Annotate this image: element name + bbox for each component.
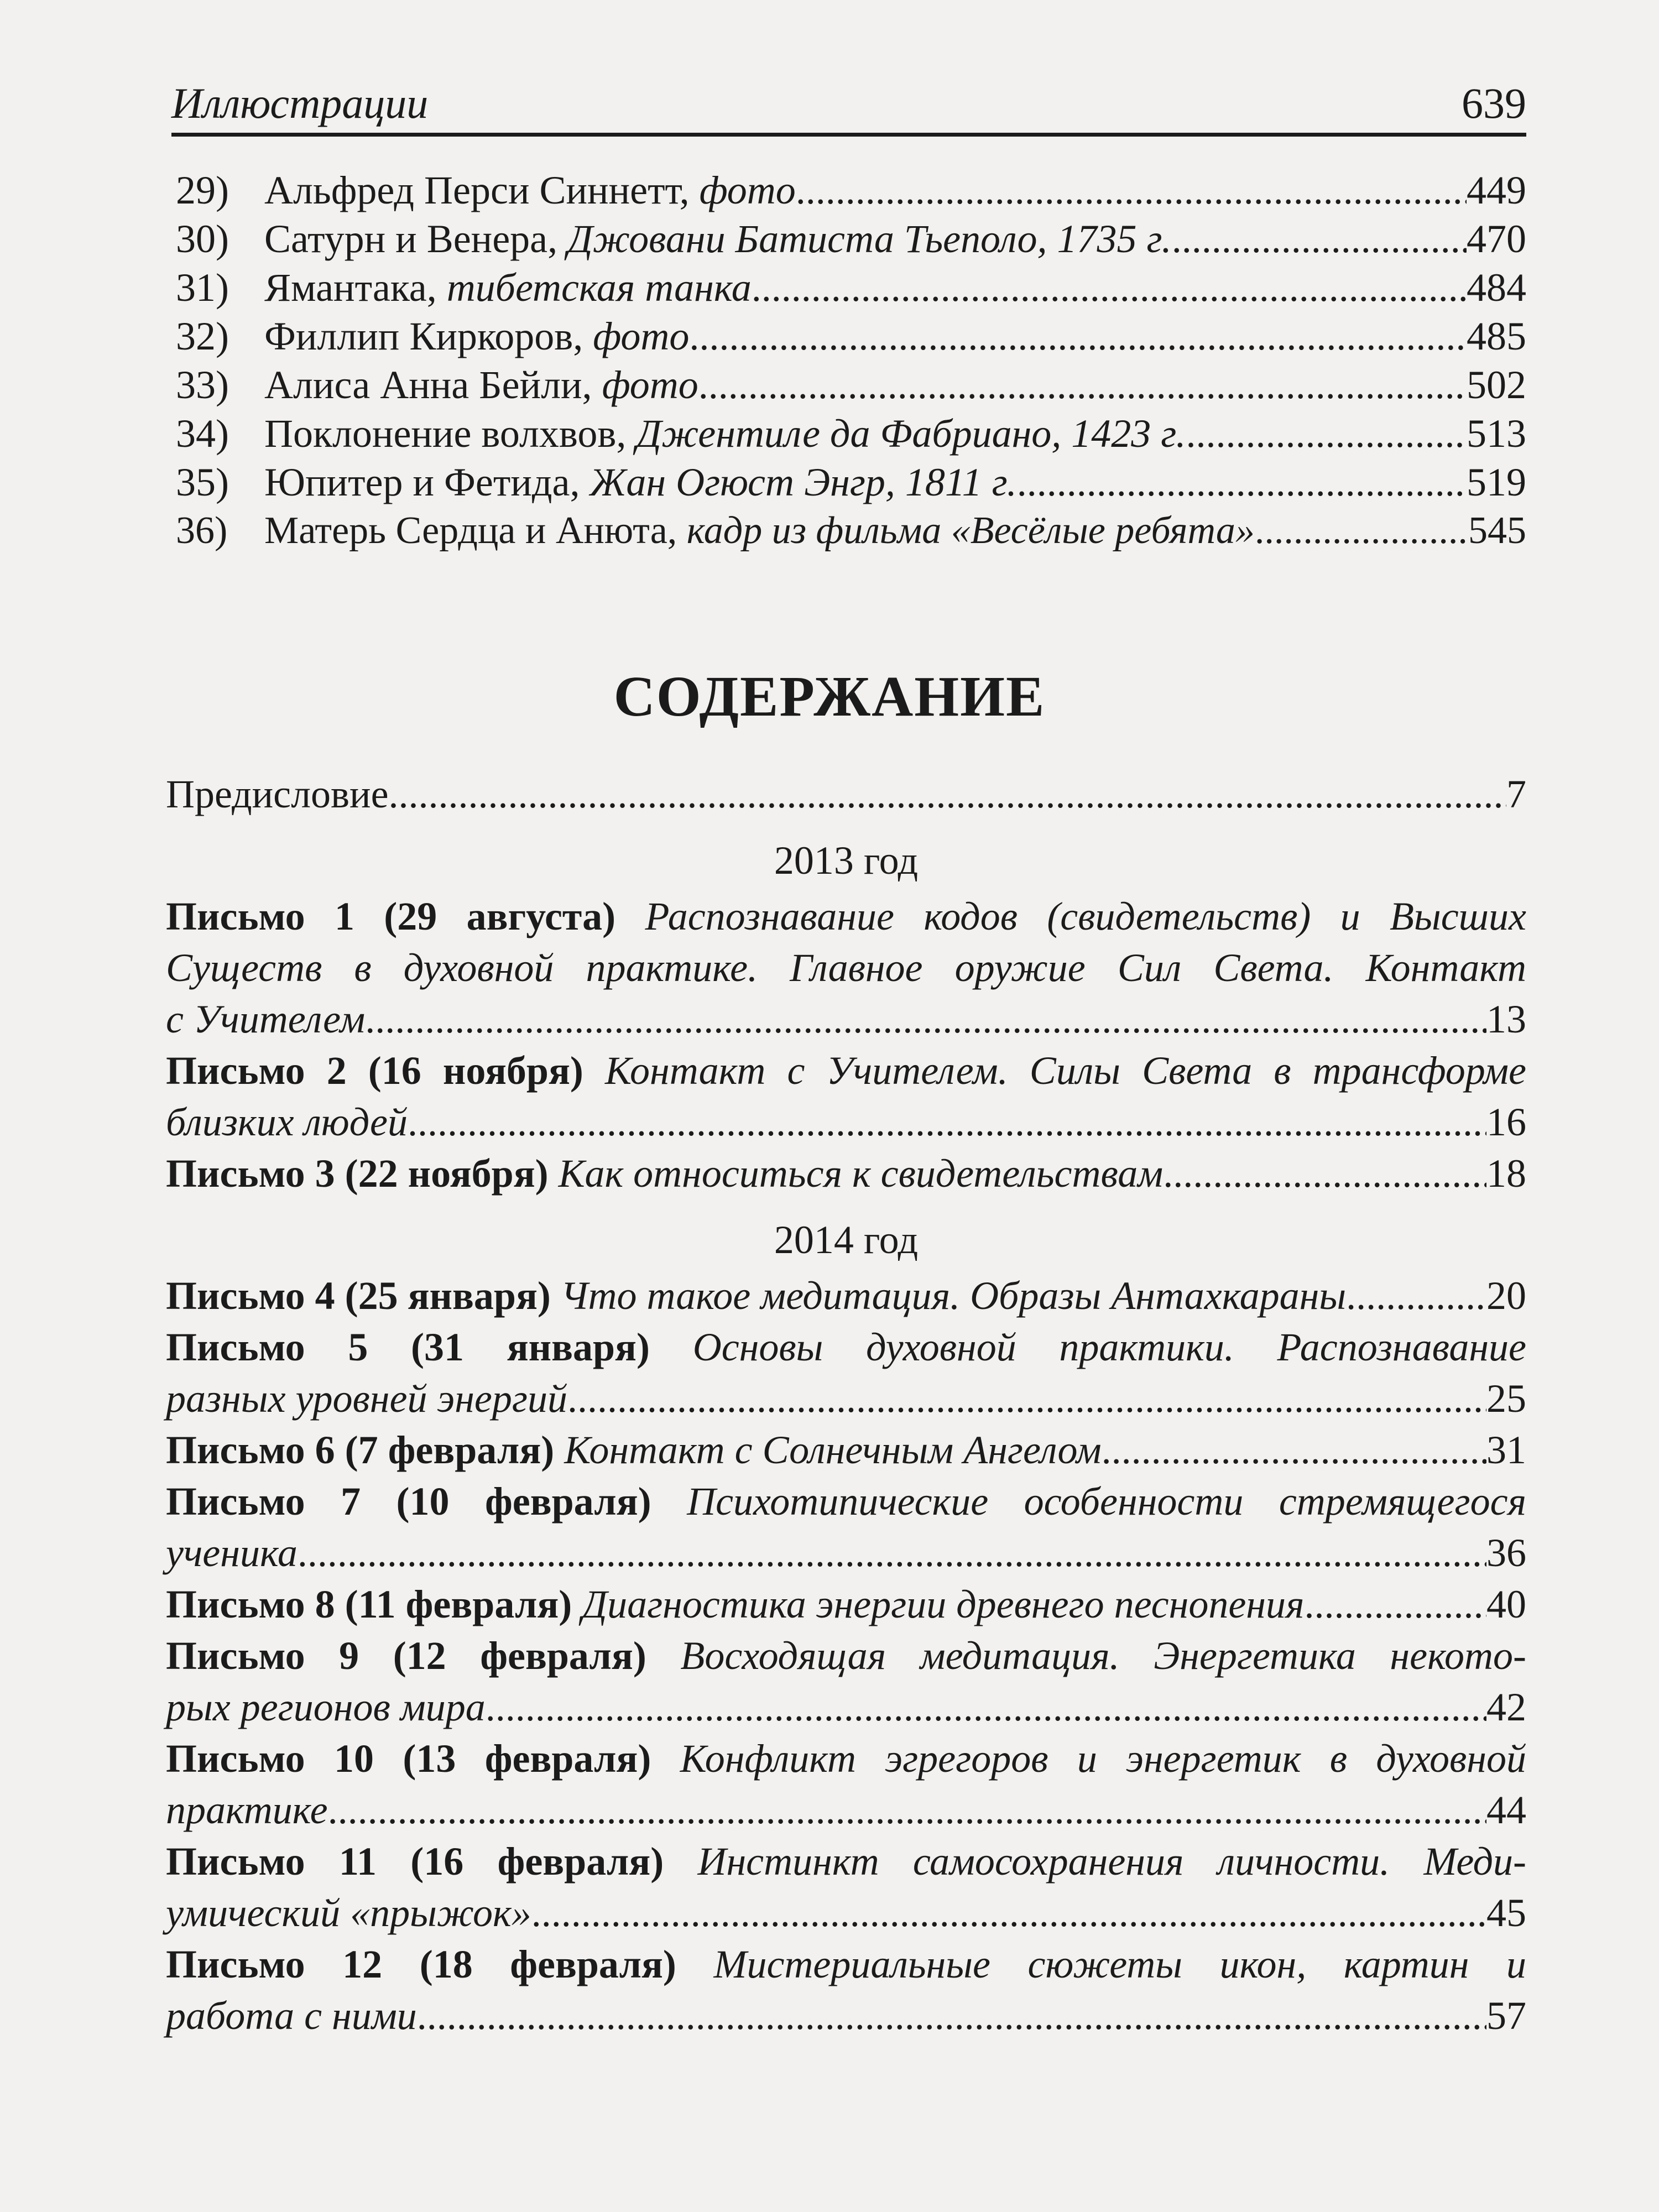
leader-dots — [1186, 409, 1467, 458]
letter-lead: Письмо 3 (22 ноября) — [166, 1151, 549, 1196]
letter-description: Основы духовной практики. Распознавание — [692, 1325, 1527, 1369]
leader-dots — [408, 1097, 1486, 1148]
leader-dots — [298, 1527, 1486, 1579]
illustration-number: 35) — [176, 460, 229, 504]
letter-entry — [166, 1939, 1526, 2042]
leader-dots — [1304, 1579, 1486, 1630]
letter-entry — [166, 1836, 1526, 1939]
letter-page: 31 — [1486, 1428, 1526, 1472]
illustration-page: 485 — [1467, 314, 1526, 358]
letter-entry — [166, 1425, 1526, 1476]
illustration-entry — [176, 507, 1526, 555]
illustration-page: 545 — [1468, 509, 1526, 552]
illustration-number: 33) — [176, 363, 229, 407]
leader-dots — [328, 1785, 1486, 1836]
letter-description: близких людей — [166, 1100, 408, 1144]
letter-description: Психотипические особенности стремящегося — [687, 1479, 1526, 1524]
illustration-number: 29) — [176, 168, 229, 212]
year-heading-2013: 2013 год — [774, 838, 919, 883]
letter-description: ученика — [166, 1531, 298, 1575]
illustration-title: Сатурн и Венера, Джовани Батиста Тьеполо, 1735 г. — [264, 217, 1172, 261]
letter-page: 20 — [1486, 1274, 1526, 1318]
illustration-title: Филлип Киркоров, фото — [264, 314, 690, 358]
letter-entry — [166, 1148, 1526, 1199]
letter-description: Восходящая медитация. Энергетика некото- — [680, 1634, 1527, 1678]
leader-dots — [752, 263, 1467, 312]
letter-page: 57 — [1486, 1994, 1526, 2038]
illustration-title: Алиса Анна Бейли, фото — [264, 363, 698, 407]
letter-description: Распознавание кодов (свидетельств) и Высших — [645, 894, 1526, 938]
leader-dots — [698, 361, 1467, 409]
leader-dots — [1346, 1270, 1486, 1322]
leader-dots — [796, 166, 1467, 215]
letter-entry — [166, 1045, 1526, 1148]
letter-page: 13 — [1486, 997, 1526, 1041]
illustration-entry — [176, 263, 1526, 312]
letter-lead: Письмо 9 (12 февраля) — [166, 1634, 646, 1678]
letter-page: 18 — [1486, 1151, 1526, 1196]
year-heading-2014: 2014 год — [774, 1218, 919, 1262]
letter-description: практике — [166, 1788, 328, 1832]
illustration-title: Ямантака, тибетская танка — [264, 265, 752, 310]
page-number: 639 — [1462, 79, 1526, 127]
illustration-title: Альфред Перси Синнетт, фото — [264, 168, 796, 212]
illustration-entry — [176, 361, 1526, 409]
letter-lead: Письмо 11 (16 февраля) — [166, 1839, 664, 1884]
letter-description: с Учителем — [166, 997, 366, 1041]
leader-dots — [389, 769, 1506, 820]
illustration-number: 34) — [176, 411, 229, 456]
letter-lead: Письмо 6 (7 февраля) — [166, 1428, 555, 1472]
letter-lead: Письмо 12 (18 февраля) — [166, 1942, 676, 1986]
letter-entry — [166, 1476, 1526, 1579]
preface-page: 7 — [1506, 772, 1526, 816]
illustration-entry — [176, 215, 1526, 263]
letter-entry — [166, 1270, 1526, 1322]
illustration-title: Поклонение волхвов, Джентиле да Фабриано, 1423 г. — [264, 411, 1186, 456]
letter-entry — [166, 891, 1526, 1045]
letter-description: Как относиться к свидетельствам — [558, 1151, 1164, 1196]
illustration-entry — [176, 409, 1526, 458]
letter-description: разных уровней энергий — [166, 1376, 567, 1421]
letter-description: рых регионов мира — [166, 1685, 486, 1729]
letter-description: Конфликт эгрегоров и энергетик в духовной — [680, 1736, 1527, 1781]
leader-dots — [1163, 1148, 1486, 1199]
letter-description: Контакт с Солнечным Ангелом — [564, 1428, 1102, 1472]
illustration-entry — [176, 312, 1526, 361]
illustration-page: 502 — [1467, 363, 1526, 407]
leader-dots — [486, 1682, 1486, 1733]
leader-dots — [1102, 1425, 1486, 1476]
illustration-title: Матерь Сердца и Анюта, кадр из фильма «Весёлые ребята» — [264, 509, 1255, 552]
letter-page: 45 — [1486, 1891, 1526, 1935]
letter-entry — [166, 1322, 1526, 1425]
leader-dots — [531, 1887, 1486, 1939]
illustration-entry — [176, 458, 1526, 507]
leader-dots — [1255, 507, 1468, 555]
illustration-number: 31) — [176, 265, 229, 310]
leader-dots — [689, 312, 1467, 361]
illustration-number: 36) — [176, 509, 228, 552]
letter-description: Мистериальные сюжеты икон, картин и — [713, 1942, 1527, 1986]
letter-lead: Письмо 5 (31 января) — [166, 1325, 650, 1369]
letter-lead: Письмо 7 (10 февраля) — [166, 1479, 651, 1524]
preface-label: Предисловие — [166, 772, 389, 816]
letter-page: 36 — [1486, 1531, 1526, 1575]
leader-dots — [1172, 215, 1467, 263]
letter-lead: Письмо 4 (25 января) — [166, 1274, 551, 1318]
illustration-number: 32) — [176, 314, 229, 358]
letter-page: 42 — [1486, 1685, 1526, 1729]
leader-dots — [567, 1373, 1486, 1425]
contents-list — [166, 769, 1526, 2042]
leader-dots — [1017, 458, 1467, 507]
letter-description: Что такое медитация. Образы Антахкараны — [560, 1274, 1347, 1318]
letter-lead: Письмо 1 (29 августа) — [166, 894, 616, 938]
letter-entry — [166, 1630, 1526, 1733]
illustration-page: 449 — [1467, 168, 1526, 212]
letter-entry — [166, 1733, 1526, 1836]
illustration-entry — [176, 166, 1526, 215]
letter-lead: Письмо 10 (13 февраля) — [166, 1736, 651, 1781]
illustration-number: 30) — [176, 217, 229, 261]
running-title: Иллюстрации — [171, 79, 429, 127]
letter-page: 40 — [1486, 1582, 1526, 1626]
letter-entry — [166, 1579, 1526, 1630]
letter-description: Диагностика энергии древнего песнопения — [582, 1582, 1305, 1626]
letter-lead: Письмо 8 (11 февраля) — [166, 1582, 572, 1626]
letter-description: Инстинкт самосохранения личности. Меди- — [697, 1839, 1526, 1884]
illustrations-list — [176, 166, 1526, 555]
leader-dots — [365, 994, 1486, 1045]
letter-description: Контакт с Учителем. Силы Света в трансформе — [604, 1048, 1527, 1093]
letter-description: работа с ними — [166, 1994, 417, 2038]
letter-lead: Письмо 2 (16 ноября) — [166, 1048, 583, 1093]
leader-dots — [417, 1990, 1486, 2042]
preface-entry — [166, 769, 1526, 820]
letter-description: Существ в духовной практике. Главное оружие Сил Света. Контакт — [166, 946, 1526, 990]
letter-description: умический «прыжок» — [166, 1891, 531, 1935]
letter-page: 25 — [1486, 1376, 1526, 1421]
illustration-page: 513 — [1467, 411, 1526, 456]
running-header — [171, 71, 1526, 137]
letter-page: 16 — [1486, 1100, 1526, 1144]
contents-heading: СОДЕРЖАНИЕ — [613, 665, 1046, 728]
illustration-page: 519 — [1467, 460, 1526, 504]
letter-page: 44 — [1486, 1788, 1526, 1832]
illustration-page: 484 — [1467, 265, 1526, 310]
illustration-title: Юпитер и Фетида, Жан Огюст Энгр, 1811 г. — [264, 460, 1017, 504]
illustration-page: 470 — [1467, 217, 1526, 261]
